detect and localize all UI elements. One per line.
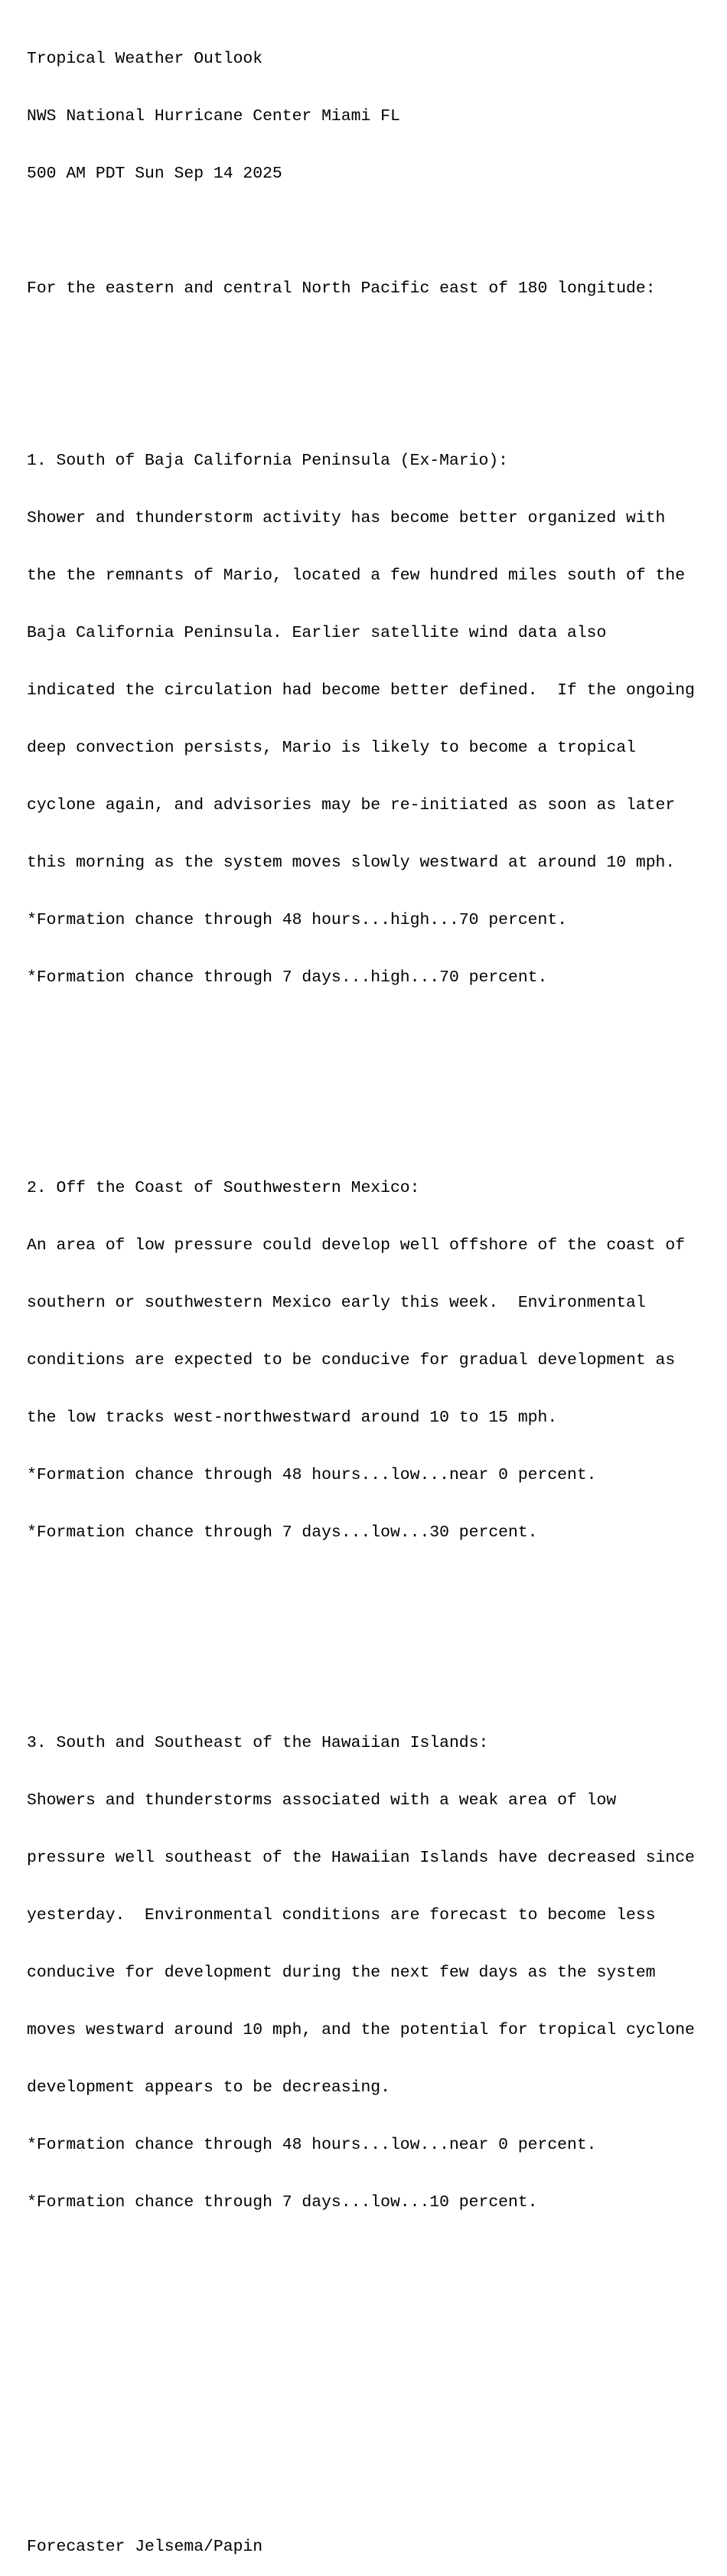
- formation-chance-7d: *Formation chance through 7 days...low...10 percent.: [27, 2193, 538, 2212]
- system-heading: 3. South and Southeast of the Hawaiian Islands:: [27, 1734, 489, 1752]
- discussion-line: development appears to be decreasing.: [27, 2078, 390, 2097]
- spacer: [27, 2346, 695, 2365]
- system-2-section: [27, 1141, 695, 1581]
- formation-chance-7d: *Formation chance through 7 days...low...30 percent.: [27, 1523, 538, 1542]
- spacer: [27, 337, 695, 356]
- spacer: [27, 2404, 695, 2423]
- discussion-line: An area of low pressure could develop well offshore of the coast of: [27, 1236, 686, 1255]
- discussion-line: conditions are expected to be conducive for gradual development as: [27, 1351, 676, 1370]
- system-3-section: [27, 1696, 695, 2251]
- spacer: [27, 1619, 695, 1638]
- formation-chance-7d: *Formation chance through 7 days...high...70 percent.: [27, 968, 548, 987]
- formation-chance-48h: *Formation chance through 48 hours...high...70 percent.: [27, 911, 568, 929]
- issuing-office: NWS National Hurricane Center Miami FL: [27, 107, 400, 126]
- discussion-line: moves westward around 10 mph, and the potential for tropical cyclone: [27, 2021, 695, 2039]
- issue-time: 500 AM PDT Sun Sep 14 2025: [27, 165, 282, 183]
- discussion-line: this morning as the system moves slowly westward at around 10 mph.: [27, 854, 676, 872]
- discussion-line: southern or southwestern Mexico early this week. Environmental: [27, 1294, 646, 1312]
- system-heading: 2. Off the Coast of Southwestern Mexico:: [27, 1179, 420, 1197]
- discussion-line: the the remnants of Mario, located a few hundred miles south of the: [27, 566, 686, 585]
- spacer: [27, 222, 695, 241]
- forecaster-signature: Forecaster Jelsema/Papin: [27, 2538, 263, 2556]
- spacer: [27, 2461, 695, 2480]
- discussion-line: Baja California Peninsula. Earlier satellite wind data also: [27, 624, 607, 642]
- discussion-line: Showers and thunderstorms associated with a weak area of low: [27, 1791, 617, 1810]
- discussion-line: indicated the circulation had become better defined. If the ongoing: [27, 681, 695, 700]
- discussion-line: the low tracks west-northwestward around 10 to 15 mph.: [27, 1409, 558, 1427]
- discussion-line: pressure well southeast of the Hawaiian Islands have decreased since: [27, 1849, 695, 1867]
- discussion-line: conducive for development during the next few days as the system: [27, 1964, 656, 1982]
- discussion-line: deep convection persists, Mario is likely to become a tropical: [27, 739, 636, 757]
- outlook-scope: For the eastern and central North Pacific east of 180 longitude:: [27, 279, 656, 298]
- spacer: [27, 2289, 695, 2308]
- discussion-line: Shower and thunderstorm activity has become better organized with: [27, 509, 666, 527]
- formation-chance-48h: *Formation chance through 48 hours...low...near 0 percent.: [27, 1466, 597, 1484]
- system-heading: 1. South of Baja California Peninsula (Ex-Mario):: [27, 452, 508, 470]
- outlook-text-block: [27, 11, 695, 2576]
- spacer: [27, 1064, 695, 1083]
- discussion-line: cyclone again, and advisories may be re-initiated as soon as later: [27, 796, 676, 815]
- outlook-title: Tropical Weather Outlook: [27, 50, 263, 68]
- discussion-line: yesterday. Environmental conditions are forecast to become less: [27, 1906, 656, 1925]
- system-1-section: [27, 413, 695, 1026]
- formation-chance-48h: *Formation chance through 48 hours...low...near 0 percent.: [27, 2136, 597, 2154]
